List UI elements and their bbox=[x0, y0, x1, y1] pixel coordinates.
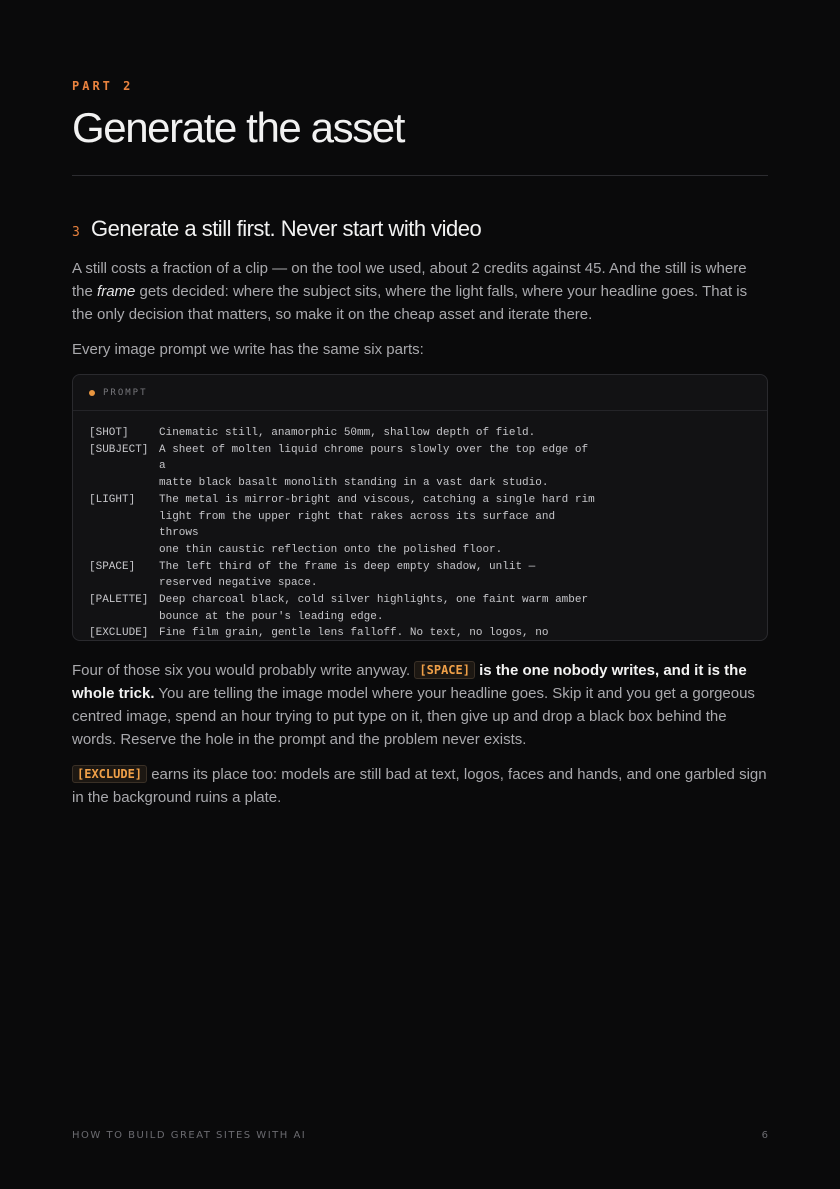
prompt-code-block bbox=[72, 374, 768, 641]
prompt-row-shot bbox=[89, 425, 749, 442]
prompt-body bbox=[89, 425, 749, 641]
space-paragraph bbox=[72, 659, 768, 751]
prompt-text: Fine film grain, gentle lens falloff. No text, no logos, no bbox=[159, 627, 549, 640]
intro-text-after: gets decided: where the subject sits, where the light falls, where your headline goes. That is the only decision that matters, so make it on the cheap asset and iterate there. bbox=[72, 283, 748, 323]
intro-emphasis: frame bbox=[97, 283, 136, 300]
intro-text-before: A still costs a fraction of a clip — on the tool we used, about 2 credits against 45. And the still is where the bbox=[72, 260, 747, 300]
prompt-tag: [SUBJECT] bbox=[89, 443, 149, 456]
exclude-code-tag: [EXCLUDE] bbox=[72, 765, 147, 783]
space-text-before: Four of those six you would probably write anyway. bbox=[72, 662, 415, 679]
lead-in-paragraph: Every image prompt we write has the same six parts: bbox=[72, 341, 424, 358]
prompt-row-exclude bbox=[89, 625, 749, 641]
footer-title: HOW TO BUILD GREAT SITES WITH AI bbox=[72, 1130, 307, 1141]
title-divider bbox=[72, 175, 768, 176]
page-number: 6 bbox=[761, 1130, 768, 1141]
space-code-tag: [SPACE] bbox=[414, 661, 475, 679]
prompt-tag: [SHOT] bbox=[89, 427, 129, 439]
prompt-label: PROMPT bbox=[103, 387, 148, 398]
prompt-tag: [PALETTE] bbox=[89, 594, 149, 607]
space-text-after: You are telling the image model where your headline goes. Skip it and you get a gorgeous centred image, spend an hour trying to put type on it, then give up and drop a black box behind the words. Reserve the hole in the prompt and the problem never exists. bbox=[72, 685, 755, 748]
exclude-text-after: earns its place too: models are still bad at text, logos, faces and hands, and one garbled sign in the background ruins a plate. bbox=[72, 766, 767, 806]
prompt-text: Deep charcoal black, cold silver highlights, one faint warm amber bounce at the pour's leading edge. bbox=[159, 594, 589, 623]
prompt-text: The metal is mirror-bright and viscous, catching a single hard rim light from the upper right that rakes across its surface and throws one thin caustic reflection onto the polished floor. bbox=[159, 493, 595, 556]
intro-paragraph bbox=[72, 257, 768, 326]
section-heading bbox=[72, 216, 481, 242]
prompt-text: A sheet of molten liquid chrome pours slowly over the top edge of a matte black basalt monolith standing in a vast dark studio. bbox=[159, 443, 589, 490]
prompt-row-palette bbox=[89, 592, 749, 625]
space-bold-text: is the one nobody writes, and it is the whole trick. bbox=[72, 662, 747, 702]
exclude-paragraph bbox=[72, 763, 768, 809]
prompt-tag: [SPACE] bbox=[89, 560, 136, 573]
section-title: Generate a still first. Never start with video bbox=[91, 216, 482, 241]
prompt-tag: [EXCLUDE] bbox=[89, 627, 149, 640]
prompt-tag: [LIGHT] bbox=[89, 493, 136, 506]
section-number: 3 bbox=[72, 225, 80, 240]
prompt-text: Cinematic still, anamorphic 50mm, shallow depth of field. bbox=[159, 427, 536, 439]
prompt-row-subject bbox=[89, 442, 749, 492]
prompt-row-light bbox=[89, 492, 749, 559]
prompt-text: The left third of the frame is deep empty shadow, unlit — reserved negative space. bbox=[159, 560, 536, 590]
page-title: Generate the asset bbox=[72, 104, 405, 151]
prompt-header bbox=[73, 375, 767, 411]
dot-icon bbox=[89, 390, 95, 396]
part-eyebrow: PART 2 bbox=[72, 79, 134, 93]
prompt-row-space bbox=[89, 559, 749, 592]
